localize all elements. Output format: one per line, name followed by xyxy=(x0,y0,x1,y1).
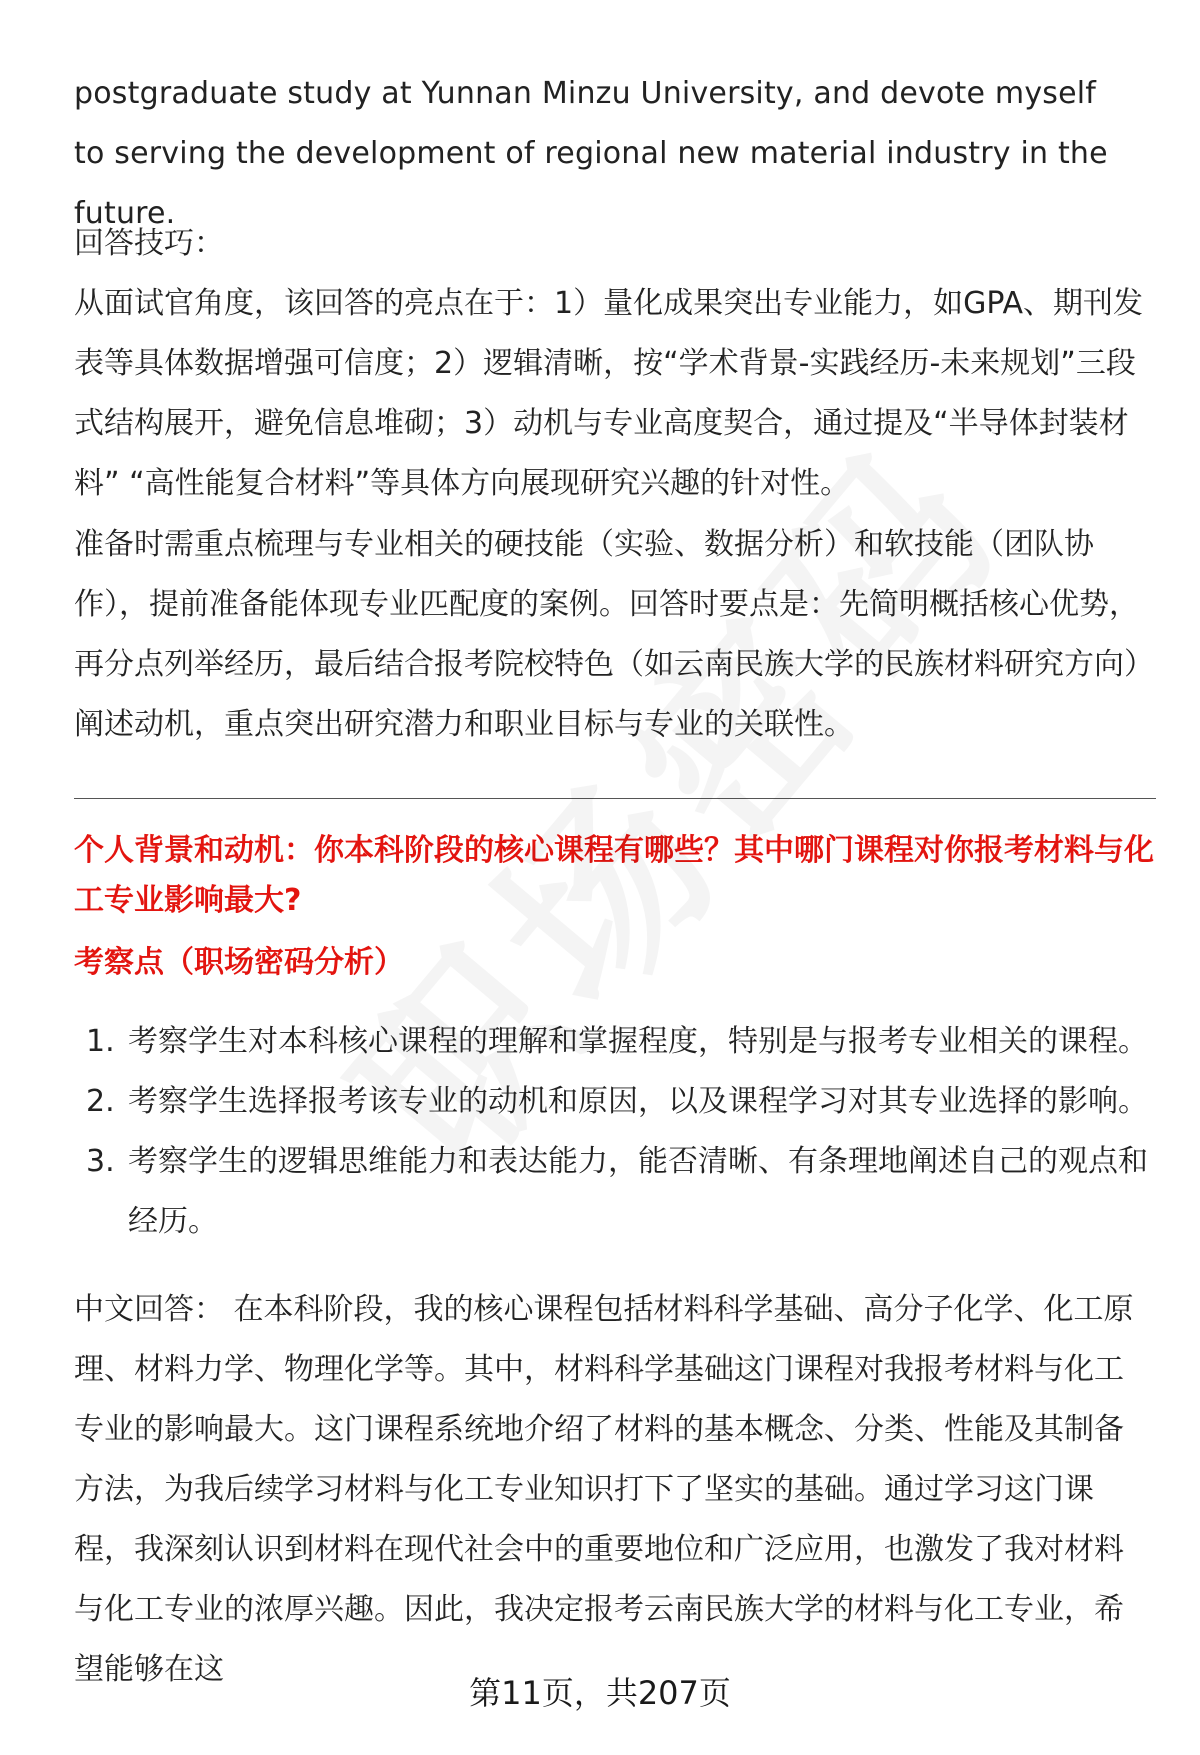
assessment-points-list xyxy=(74,1012,1154,1252)
list-item-text: 考察学生的逻辑思维能力和表达能力，能否清晰、有条理地阐述自己的观点和经历。 xyxy=(128,1144,1148,1239)
assessment-title: 考察点（职场密码分析） xyxy=(74,945,404,980)
list-item xyxy=(74,1012,1154,1072)
list-item-number: 3. xyxy=(86,1144,115,1179)
list-item-number: 2. xyxy=(86,1084,115,1119)
list-item xyxy=(74,1072,1154,1132)
tips-label: 回答技巧： xyxy=(74,226,224,261)
list-item-text: 考察学生对本科核心课程的理解和掌握程度，特别是与报考专业相关的课程。 xyxy=(128,1024,1148,1059)
document-page xyxy=(74,0,1154,1755)
list-item-text: 考察学生选择报考该专业的动机和原因，以及课程学习对其专业选择的影响。 xyxy=(128,1084,1148,1119)
english-paragraph: postgraduate study at Yunnan Minzu University, and devote myself to serving the development of regional new material industry in the future. xyxy=(74,76,1108,231)
list-item xyxy=(74,1132,1154,1252)
question-heading: 个人背景和动机：你本科阶段的核心课程有哪些？其中哪门课程对你报考材料与化工专业影响最大? xyxy=(74,833,1154,918)
chinese-answer-paragraph: 中文回答： 在本科阶段，我的核心课程包括材料科学基础、高分子化学、化工原理、材料力学、物理化学等。其中，材料科学基础这门课程对我报考材料与化工专业的影响最大。这门课程系统地介绍了材料的基本概念、分类、性能及其制备方法，为我后续学习材料与化工专业知识打下了坚实的基础。通过学习这门课程，我深刻认识到材料在现代社会中的重要地位和广泛应用，也激发了我对材料与化工专业的浓厚兴趣。因此，我决定报考云南民族大学的材料与化工专业，希望能够在这 xyxy=(74,1292,1134,1687)
page-number-footer: 第11页，共207页 xyxy=(469,1674,731,1712)
section-divider xyxy=(74,798,1156,799)
tips-paragraph-1: 从面试官角度，该回答的亮点在于：1）量化成果突出专业能力，如GPA、期刊发表等具体数据增强可信度；2）逻辑清晰，按“学术背景-实践经历-未来规划”三段式结构展开，避免信息堆砌；3）动机与专业高度契合，通过提及“半导体封装材料” “高性能复合材料”等具体方向展现研究兴趣的针对性。 xyxy=(74,286,1144,501)
tips-paragraph-2: 准备时需重点梳理与专业相关的硬技能（实验、数据分析）和软技能（团队协作），提前准备能体现专业匹配度的案例。回答时要点是：先简明概括核心优势，再分点列举经历，最后结合报考院校特色（如云南民族大学的民族材料研究方向）阐述动机，重点突出研究潜力和职业目标与专业的关联性。 xyxy=(74,527,1139,742)
list-item-number: 1. xyxy=(86,1024,115,1059)
